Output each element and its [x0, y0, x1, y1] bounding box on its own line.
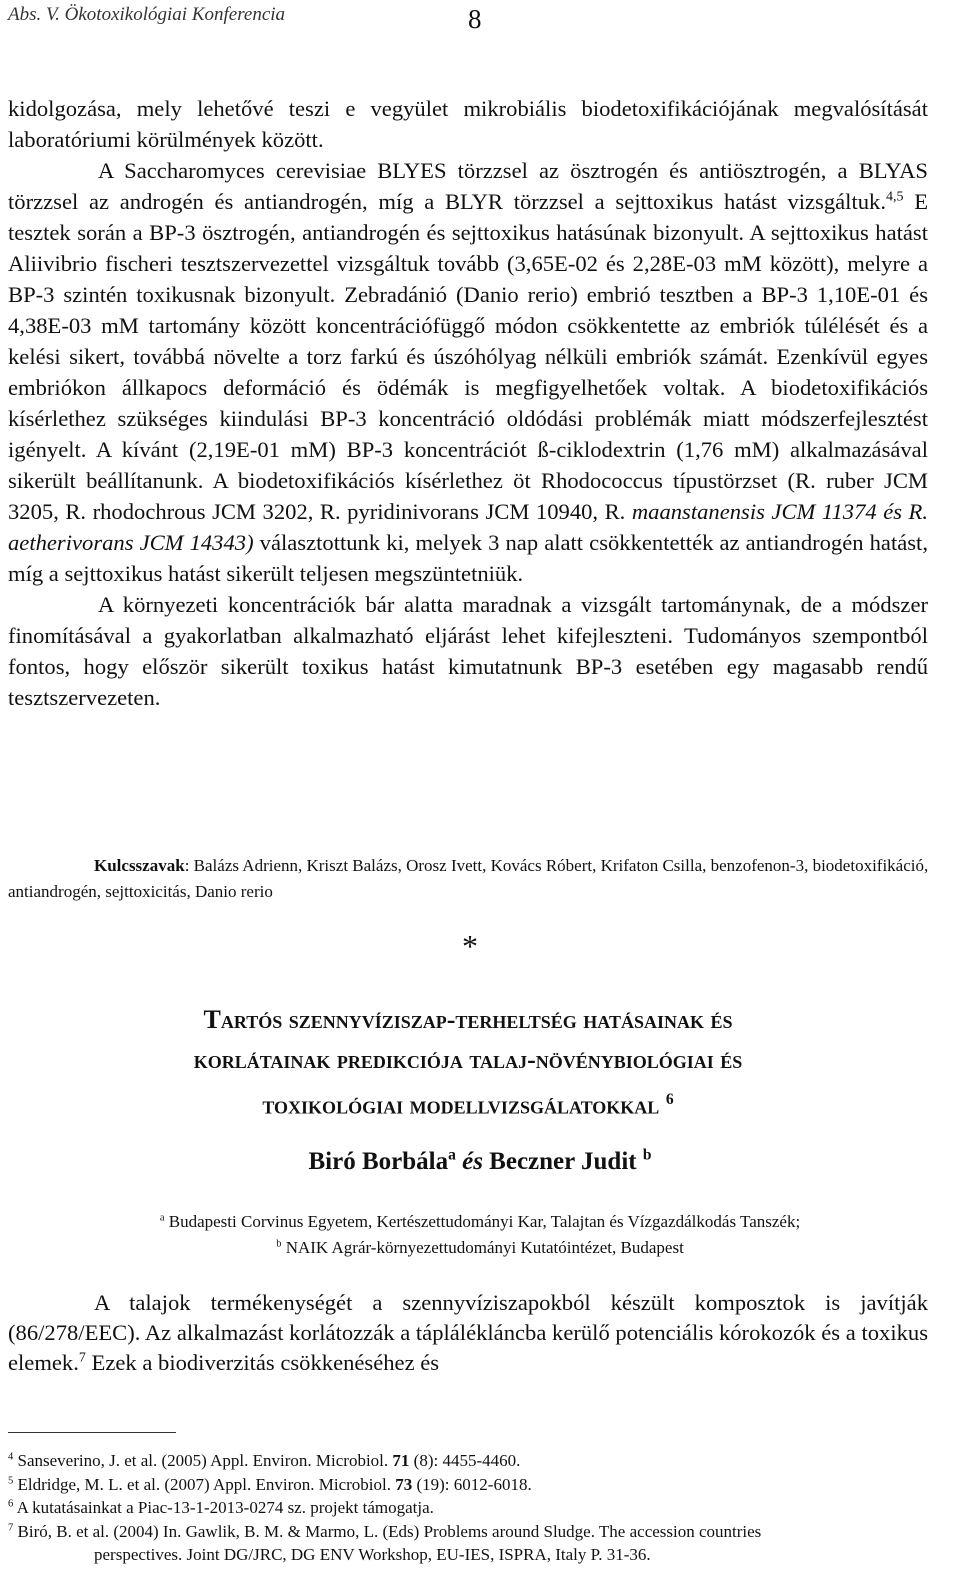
affiliation-text: NAIK Agrár-környezettudományi Kutatóintézet, Budapest	[281, 1238, 684, 1257]
title-line	[0, 1080, 936, 1126]
title-line: Tartós szennyvíziszap-terheltség hatásainak és	[203, 1005, 733, 1034]
footnote-text: (19): 6012-6018.	[412, 1474, 532, 1494]
text-segment: A talajok termékenységét a szennyvíziszapokból készült komposztok is javítják (86/278/EEC). Az alkalmazást korlátozzák a táplálékláncba kerülő potenciális kórokozók és a toxikus elemek.	[8, 1290, 928, 1375]
text-segment: E tesztek során a BP-3 ösztrogén, antiandrogén és sejttoxikus hatásúnak bizonyult. A sejttoxikus hatást Aliivibrio fischeri tesztszervezettel vizsgáltuk tovább (3,65E-02 és 2,28E-03 mM között), melyre a BP-3 szintén toxikusnak bizonyult. Zebradánió (Danio rerio) embrió tesztben a BP-3 1,10E-01 és 4,38E-03 mM tartomány között koncentrációfüggő módon csökkentette az embriók túlélését és a kelési sikert, továbbá növelte a torz farkú és úszóhólyag nélküli embriók számát. Ezenkívül egyes embriókon állkapocs deformáció és ödémák is megfigyelhetőek voltak. A biodetoxifikációs kísérlethez szükséges kiindulási BP-3 koncentráció oldódási problémák miatt módszerfejlesztést igényelt. A kívánt (2,19E-01 mM) BP-3 koncentrációt ß-ciklodextrin (1,76 mM) alkalmazásával sikerült beállítanunk. A biodetoxifikációs kísérlethez öt Rhodococcus típustörzset (R. ruber JCM 3205, R. rhodochrous JCM 3202, R. pyridinivorans JCM 10940, R.	[8, 189, 929, 524]
paragraph-3	[8, 589, 928, 713]
footnote-ref: 4,5	[885, 189, 904, 205]
second-abstract	[8, 1288, 928, 1378]
keywords	[8, 853, 938, 905]
footnote-number: 7	[8, 1521, 14, 1533]
text-segment: Ezek a biodiverzitás csökkenéséhez és	[85, 1350, 440, 1375]
author-name: Biró Borbála	[308, 1148, 449, 1175]
affiliation	[0, 1235, 960, 1261]
footnote-text: Eldridge, M. L. et al. (2007) Appl. Environ. Microbiol.	[13, 1474, 396, 1494]
footnote-text: Biró, B. et al. (2004) In. Gawlik, B. M. & Marmo, L. (Eds) Problems around Sludge. The accession countries	[13, 1521, 762, 1541]
footnote-text: A kutatásainkat a Piac-13-1-2013-0274 sz. projekt támogatja.	[13, 1498, 434, 1517]
affiliation-ref: b	[642, 1146, 652, 1164]
article-title	[0, 1000, 936, 1126]
footnote-ref: 6	[665, 1091, 674, 1108]
author-name: Beczner Judit	[489, 1148, 637, 1175]
footnote-number: 6	[8, 1498, 14, 1510]
footnote-number: 5	[8, 1474, 14, 1486]
paragraph-1	[8, 93, 928, 155]
footnote	[8, 1496, 938, 1520]
text-segment: A környezeti koncentrációk bár alatta maradnak a vizsgált tartománynak, de a módszer finomításával a gyakorlatban alkalmazható eljárást lehet kifejleszteni. Tudományos szempontból fontos, hogy először sikerült toxikus hatást kimutatnunk BP-3 esetében egy magasabb rendű tesztszervezeten.	[8, 592, 928, 710]
affiliation-mark: b	[276, 1238, 282, 1250]
paragraph-2	[8, 155, 928, 589]
footnotes	[8, 1449, 938, 1567]
text-segment: A Saccharomyces cerevisiae BLYES törzzsel az ösztrogén és antiösztrogén, a BLYAS törzzsel az androgén és antiandrogén, míg a BLYR törzzsel a sejttoxikus hatást vizsgáltuk.	[8, 158, 928, 214]
affiliations	[0, 1209, 960, 1261]
text-segment-italic: maanstanensis JCM 11374 és R. aetherivorans JCM 14343)	[8, 499, 928, 555]
footnote	[8, 1473, 938, 1497]
title-line-text: toxikológiai modellvizsgálatokkal	[262, 1090, 660, 1120]
keywords-text: : Balázs Adrienn, Kriszt Balázs, Orosz Ivett, Kovács Róbert, Krifaton Csilla, benzofenon-3, biodetoxifikáció, antiandrogén, sejttoxicitás, Danio rerio	[8, 856, 929, 901]
running-head: Abs. V. Ökotoxikológiai Konferencia	[8, 4, 286, 25]
author-conjunction: és	[462, 1148, 483, 1175]
affiliation-text: Budapesti Corvinus Egyetem, Kertészettudományi Kar, Talajtan és Vízgazdálkodás Tanszék;	[164, 1212, 801, 1231]
section-separator: *	[462, 928, 478, 964]
paragraph	[8, 1288, 928, 1378]
footnote-number: 4	[8, 1451, 14, 1463]
page-number: 8	[468, 4, 482, 34]
footnote	[8, 1520, 938, 1544]
authors	[0, 1148, 960, 1176]
affiliation-ref: a	[448, 1146, 456, 1164]
text-segment: kidolgozása, mely lehetővé teszi e vegyület mikrobiális biodetoxifikációjának megvalósítását laboratóriumi körülmények között.	[8, 96, 928, 152]
footnote-ref: 7	[78, 1350, 86, 1366]
text-segment: választottunk ki, melyek 3 nap alatt csökkentették az antiandrogén hatást, míg a sejttoxikus hatást sikerült teljesen megszüntetniük.	[8, 530, 928, 586]
footnote-divider	[8, 1432, 176, 1433]
abstract-body	[8, 93, 928, 713]
affiliation	[0, 1209, 960, 1235]
keywords-label: Kulcsszavak	[94, 856, 185, 875]
footnote	[8, 1449, 938, 1473]
footnote-continuation: perspectives. Joint DG/JRC, DG ENV Workshop, EU-IES, ISPRA, Italy P. 31-36.	[94, 1545, 651, 1564]
affiliation-mark: a	[159, 1212, 165, 1224]
volume-number: 71	[392, 1451, 410, 1470]
footnote-text: Sanseverino, J. et al. (2005) Appl. Environ. Microbiol.	[13, 1451, 393, 1470]
title-line: korlátainak predikciója talaj-növénybiológiai és	[193, 1045, 743, 1074]
volume-number: 73	[395, 1474, 413, 1494]
footnote-text: (8): 4455-4460.	[409, 1451, 521, 1470]
